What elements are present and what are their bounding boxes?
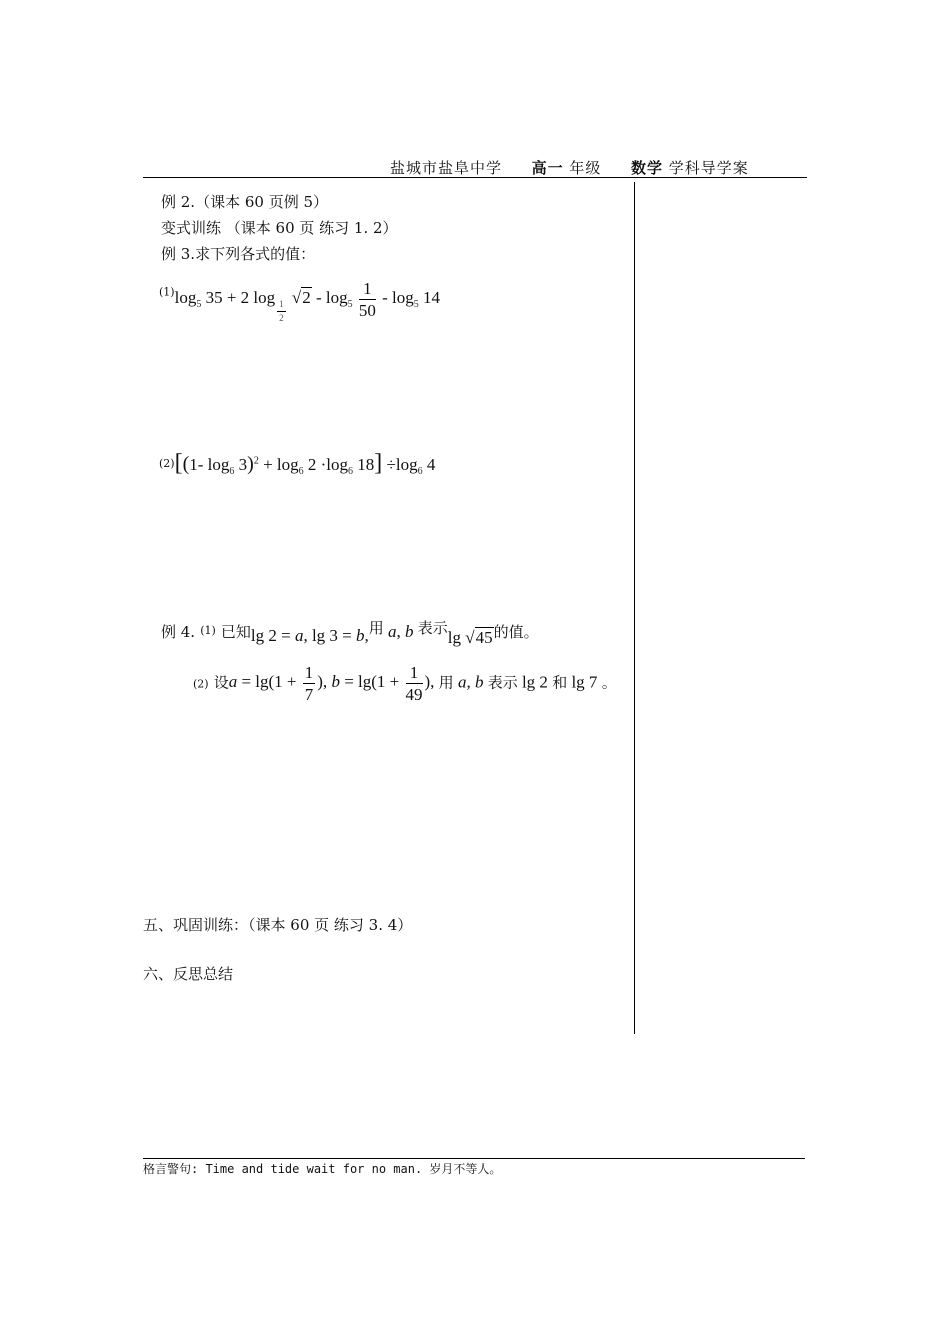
ex4-q2-express-text: 表示 xyxy=(487,673,518,692)
ex4-q1-use-text: 用 xyxy=(368,619,384,637)
example-4-q1: 例 4. (1) 已知lg 2 = a, lg 3 = b,用 a, b 表示lg √45的值。 xyxy=(161,619,539,647)
ex4-q2-end-text: 。 xyxy=(601,673,617,692)
ex4-q1-value-text: 的值。 xyxy=(493,623,539,641)
ex4-q2-use-text: 用 xyxy=(438,673,454,692)
ex4-q1-known-text: 已知 xyxy=(220,623,251,641)
ex4-q1-label: (1) xyxy=(200,624,216,637)
grade-suffix: 年级 xyxy=(569,159,602,177)
ex4-q2-and-text: 和 xyxy=(552,673,568,692)
example-4-label: 例 4. xyxy=(161,623,196,641)
footer-motto: 格言警句: Time and tide wait for no man. 岁月不等人。 xyxy=(143,1162,502,1176)
section-five: 五、巩固训练：（课本 60 页 练习 3. 4） xyxy=(143,916,413,934)
grade-label: 高一 xyxy=(531,159,564,177)
ex3-q1-label: (1) xyxy=(159,285,175,299)
variant-training: 变式训练 （课本 60 页 练习 1. 2） xyxy=(161,219,398,237)
section-six: 六、反思总结 xyxy=(143,965,234,983)
example-4-q2: (2) 设a = lg(1 + $\frac{1}{7}$ ), b = lg(1 + $\frac{1}{49}$ ), 用 a, b 表示 lg 2 和 lg 7 。 xyxy=(193,663,617,704)
ex4-q2-set-text: 设 xyxy=(213,673,229,692)
ex4-q1-express-text: 表示 xyxy=(417,619,448,637)
page-header xyxy=(390,157,749,178)
ex4-q2-label: (2) xyxy=(193,677,209,691)
ex3-q1-formula: $^{(1)}\log_5$ 35 + 2 log $\frac{1}{2}$ $√2 - \log_5$ $\frac{1}{50}$ - $\log_5 14$ xyxy=(159,279,441,324)
ex3-q2-label: (2) xyxy=(159,457,175,470)
doc-type: 学科导学案 xyxy=(668,159,749,177)
example-3: 例 3.求下列各式的值： xyxy=(161,245,316,263)
column-divider xyxy=(634,182,635,1034)
footer-divider xyxy=(143,1158,805,1159)
subject-label: 数学 xyxy=(630,159,663,177)
example-2: 例 2.（课本 60 页例 5） xyxy=(161,193,329,211)
header-divider xyxy=(143,177,807,178)
school-name: 盐城市盐阜中学 xyxy=(390,159,503,177)
ex3-q2-formula: (2)[(1- $\log_6 3)^2 + \log_6 2 \cdot\log_6$ $18] \div\log_6$ 4 xyxy=(159,450,436,477)
